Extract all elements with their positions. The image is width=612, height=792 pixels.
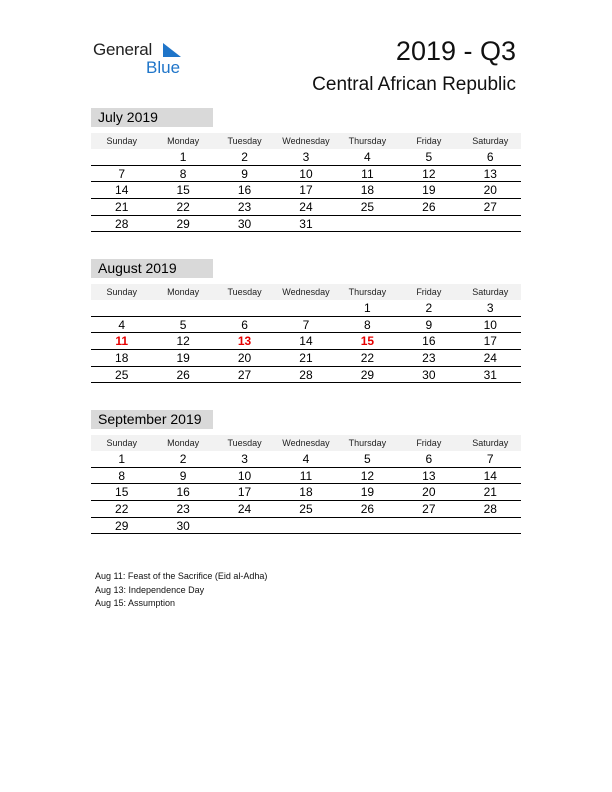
day-cell: 17: [237, 485, 252, 500]
day-cell: 25: [299, 502, 313, 517]
day-cell: 25: [360, 200, 375, 215]
holiday-note: Aug 15: Assumption: [95, 598, 176, 608]
day-cell: 4: [302, 452, 310, 466]
day-cell: 22: [360, 351, 375, 366]
week-row: [91, 468, 521, 485]
day-cell: 8: [364, 317, 371, 332]
day-cell: [275, 518, 336, 534]
day-cell: 26: [176, 367, 190, 382]
day-cell: 19: [422, 183, 436, 198]
day-cell: 17: [483, 334, 497, 349]
week-row: [91, 216, 521, 233]
day-cell: 21: [483, 485, 497, 500]
month-grid: [91, 435, 521, 534]
day-cell: 11: [299, 468, 313, 483]
day-cell: 18: [360, 183, 375, 198]
month-block-august: [91, 259, 521, 383]
weekday-header: Saturday: [472, 438, 509, 448]
page-title: 2019 - Q3: [395, 36, 516, 66]
day-cell: 7: [118, 166, 126, 181]
day-cell: 18: [115, 351, 129, 366]
day-cell: 8: [179, 166, 187, 181]
day-cell: 15: [115, 485, 129, 500]
week-row: [91, 367, 521, 384]
weekday-header: Saturday: [472, 136, 509, 146]
month-label: August 2019: [91, 259, 213, 278]
day-cell: 20: [483, 183, 497, 198]
day-cell: 16: [237, 183, 252, 198]
day-cell: 27: [422, 502, 436, 517]
day-cell: 30: [237, 216, 252, 231]
day-cell: [460, 216, 521, 232]
weekday-header: Sunday: [106, 287, 137, 297]
day-cell: 6: [425, 452, 433, 466]
weekday-header-row: [91, 435, 521, 451]
weekday-header: Wednesday: [282, 438, 330, 448]
day-cell: 13: [483, 166, 497, 181]
day-cell: 9: [425, 317, 433, 332]
day-cell: 12: [360, 468, 375, 483]
day-cell: 1: [118, 452, 126, 466]
day-cell: 28: [483, 502, 497, 517]
month-grid: [91, 284, 521, 383]
day-cell: 16: [422, 334, 436, 349]
holiday-note: Aug 11: Feast of the Sacrifice (Eid al-Adha): [95, 571, 268, 581]
logo-triangle-icon: [161, 43, 183, 59]
day-cell: 20: [237, 351, 252, 366]
day-cell: 7: [302, 317, 310, 332]
week-row: [91, 166, 521, 183]
week-row: [91, 451, 521, 468]
day-cell: 26: [360, 502, 375, 517]
day-cell: 2: [425, 301, 433, 315]
day-cell: 3: [486, 301, 494, 315]
day-cell: 30: [422, 367, 436, 382]
weekday-header: Sunday: [106, 438, 137, 448]
weekday-header: Saturday: [472, 287, 509, 297]
day-cell: [214, 518, 275, 534]
week-row: [91, 149, 521, 166]
day-cell: 15: [360, 334, 375, 349]
day-cell: 11: [115, 334, 129, 349]
day-cell: 12: [422, 166, 436, 181]
day-cell: 22: [176, 200, 190, 215]
day-cell: 12: [176, 334, 190, 349]
day-cell: 7: [486, 452, 494, 466]
day-cell: 13: [237, 334, 252, 349]
day-cell: 25: [115, 367, 129, 382]
weekday-header-row: [91, 284, 521, 300]
day-cell: 6: [241, 317, 248, 332]
day-cell: 9: [241, 166, 248, 181]
day-cell: 21: [115, 200, 129, 215]
weekday-header: Tuesday: [227, 136, 262, 146]
day-cell: 4: [364, 150, 371, 164]
day-cell: 11: [361, 166, 374, 181]
day-cell: [91, 149, 152, 165]
day-cell: 8: [118, 468, 126, 483]
weekday-header: Friday: [416, 438, 442, 448]
day-cell: 16: [176, 485, 190, 500]
day-cell: 14: [299, 334, 313, 349]
week-row: [91, 350, 521, 367]
day-cell: 19: [360, 485, 375, 500]
day-cell: [337, 518, 398, 534]
day-cell: 24: [483, 351, 497, 366]
week-row: [91, 300, 521, 317]
day-cell: [214, 300, 275, 316]
day-cell: 31: [299, 216, 313, 231]
day-cell: 28: [115, 216, 129, 231]
day-cell: 24: [237, 502, 252, 517]
day-cell: 9: [179, 468, 187, 483]
weekday-header: Wednesday: [282, 136, 330, 146]
weekday-header: Friday: [416, 287, 442, 297]
day-cell: 22: [115, 502, 129, 517]
day-cell: 28: [299, 367, 313, 382]
day-cell: 5: [364, 452, 371, 466]
weekday-header: Sunday: [106, 136, 137, 146]
day-cell: [460, 518, 521, 534]
day-cell: 23: [176, 502, 190, 517]
day-cell: 6: [486, 150, 494, 164]
day-cell: 19: [176, 351, 190, 366]
day-cell: 13: [422, 468, 436, 483]
week-row: [91, 501, 521, 518]
month-block-july: [91, 108, 521, 232]
day-cell: 5: [179, 317, 187, 332]
weekday-header: Wednesday: [282, 287, 330, 297]
week-row: [91, 484, 521, 501]
day-cell: 4: [118, 317, 126, 332]
day-cell: 10: [483, 317, 497, 332]
weekday-header: Thursday: [348, 287, 387, 297]
week-row: [91, 199, 521, 216]
month-label: September 2019: [91, 410, 213, 429]
day-cell: [152, 300, 213, 316]
day-cell: 15: [176, 183, 190, 198]
day-cell: 20: [422, 485, 436, 500]
day-cell: 14: [115, 183, 129, 198]
holiday-notes: [95, 570, 267, 611]
day-cell: 26: [422, 200, 436, 215]
week-row: [91, 518, 521, 535]
day-cell: 29: [176, 216, 190, 231]
day-cell: [398, 518, 459, 534]
weekday-header: Monday: [167, 438, 200, 448]
day-cell: 14: [483, 468, 497, 483]
day-cell: 5: [425, 150, 433, 164]
weekday-header: Thursday: [348, 136, 387, 146]
day-cell: [398, 216, 459, 232]
day-cell: 1: [179, 150, 187, 164]
weekday-header: Tuesday: [227, 287, 262, 297]
day-cell: 23: [422, 351, 436, 366]
weekday-header-row: [91, 133, 521, 149]
day-cell: 30: [176, 518, 190, 533]
day-cell: [275, 300, 336, 316]
day-cell: 2: [241, 150, 248, 164]
logo-text-blue: Blue: [146, 58, 181, 77]
day-cell: 29: [360, 367, 375, 382]
day-cell: 27: [483, 200, 497, 215]
company-logo: [93, 40, 193, 80]
week-row: [91, 333, 521, 350]
day-cell: 10: [299, 166, 313, 181]
day-cell: [337, 216, 398, 232]
day-cell: 3: [241, 452, 248, 466]
week-row: [91, 317, 521, 334]
logo-text-general: General: [93, 40, 153, 59]
holiday-note: Aug 13: Independence Day: [95, 584, 205, 595]
weekday-header: Friday: [416, 136, 442, 146]
day-cell: 27: [237, 367, 252, 382]
weekday-header: Monday: [167, 136, 200, 146]
country-subtitle: Central African Republic: [312, 74, 516, 95]
week-row: [91, 182, 521, 199]
day-cell: 23: [237, 200, 252, 215]
day-cell: 2: [179, 452, 187, 466]
day-cell: 3: [302, 150, 310, 164]
month-block-september: [91, 410, 521, 534]
weekday-header: Tuesday: [227, 438, 262, 448]
month-grid: [91, 133, 521, 232]
day-cell: 21: [299, 351, 313, 366]
day-cell: 18: [299, 485, 313, 500]
day-cell: 31: [483, 367, 497, 382]
day-cell: [91, 300, 152, 316]
day-cell: 1: [364, 301, 371, 315]
weekday-header: Thursday: [348, 438, 387, 448]
day-cell: 29: [115, 518, 129, 533]
day-cell: 24: [299, 200, 313, 215]
weekday-header: Monday: [167, 287, 200, 297]
day-cell: 17: [299, 183, 313, 198]
month-label: July 2019: [91, 108, 213, 127]
day-cell: 10: [237, 468, 252, 483]
